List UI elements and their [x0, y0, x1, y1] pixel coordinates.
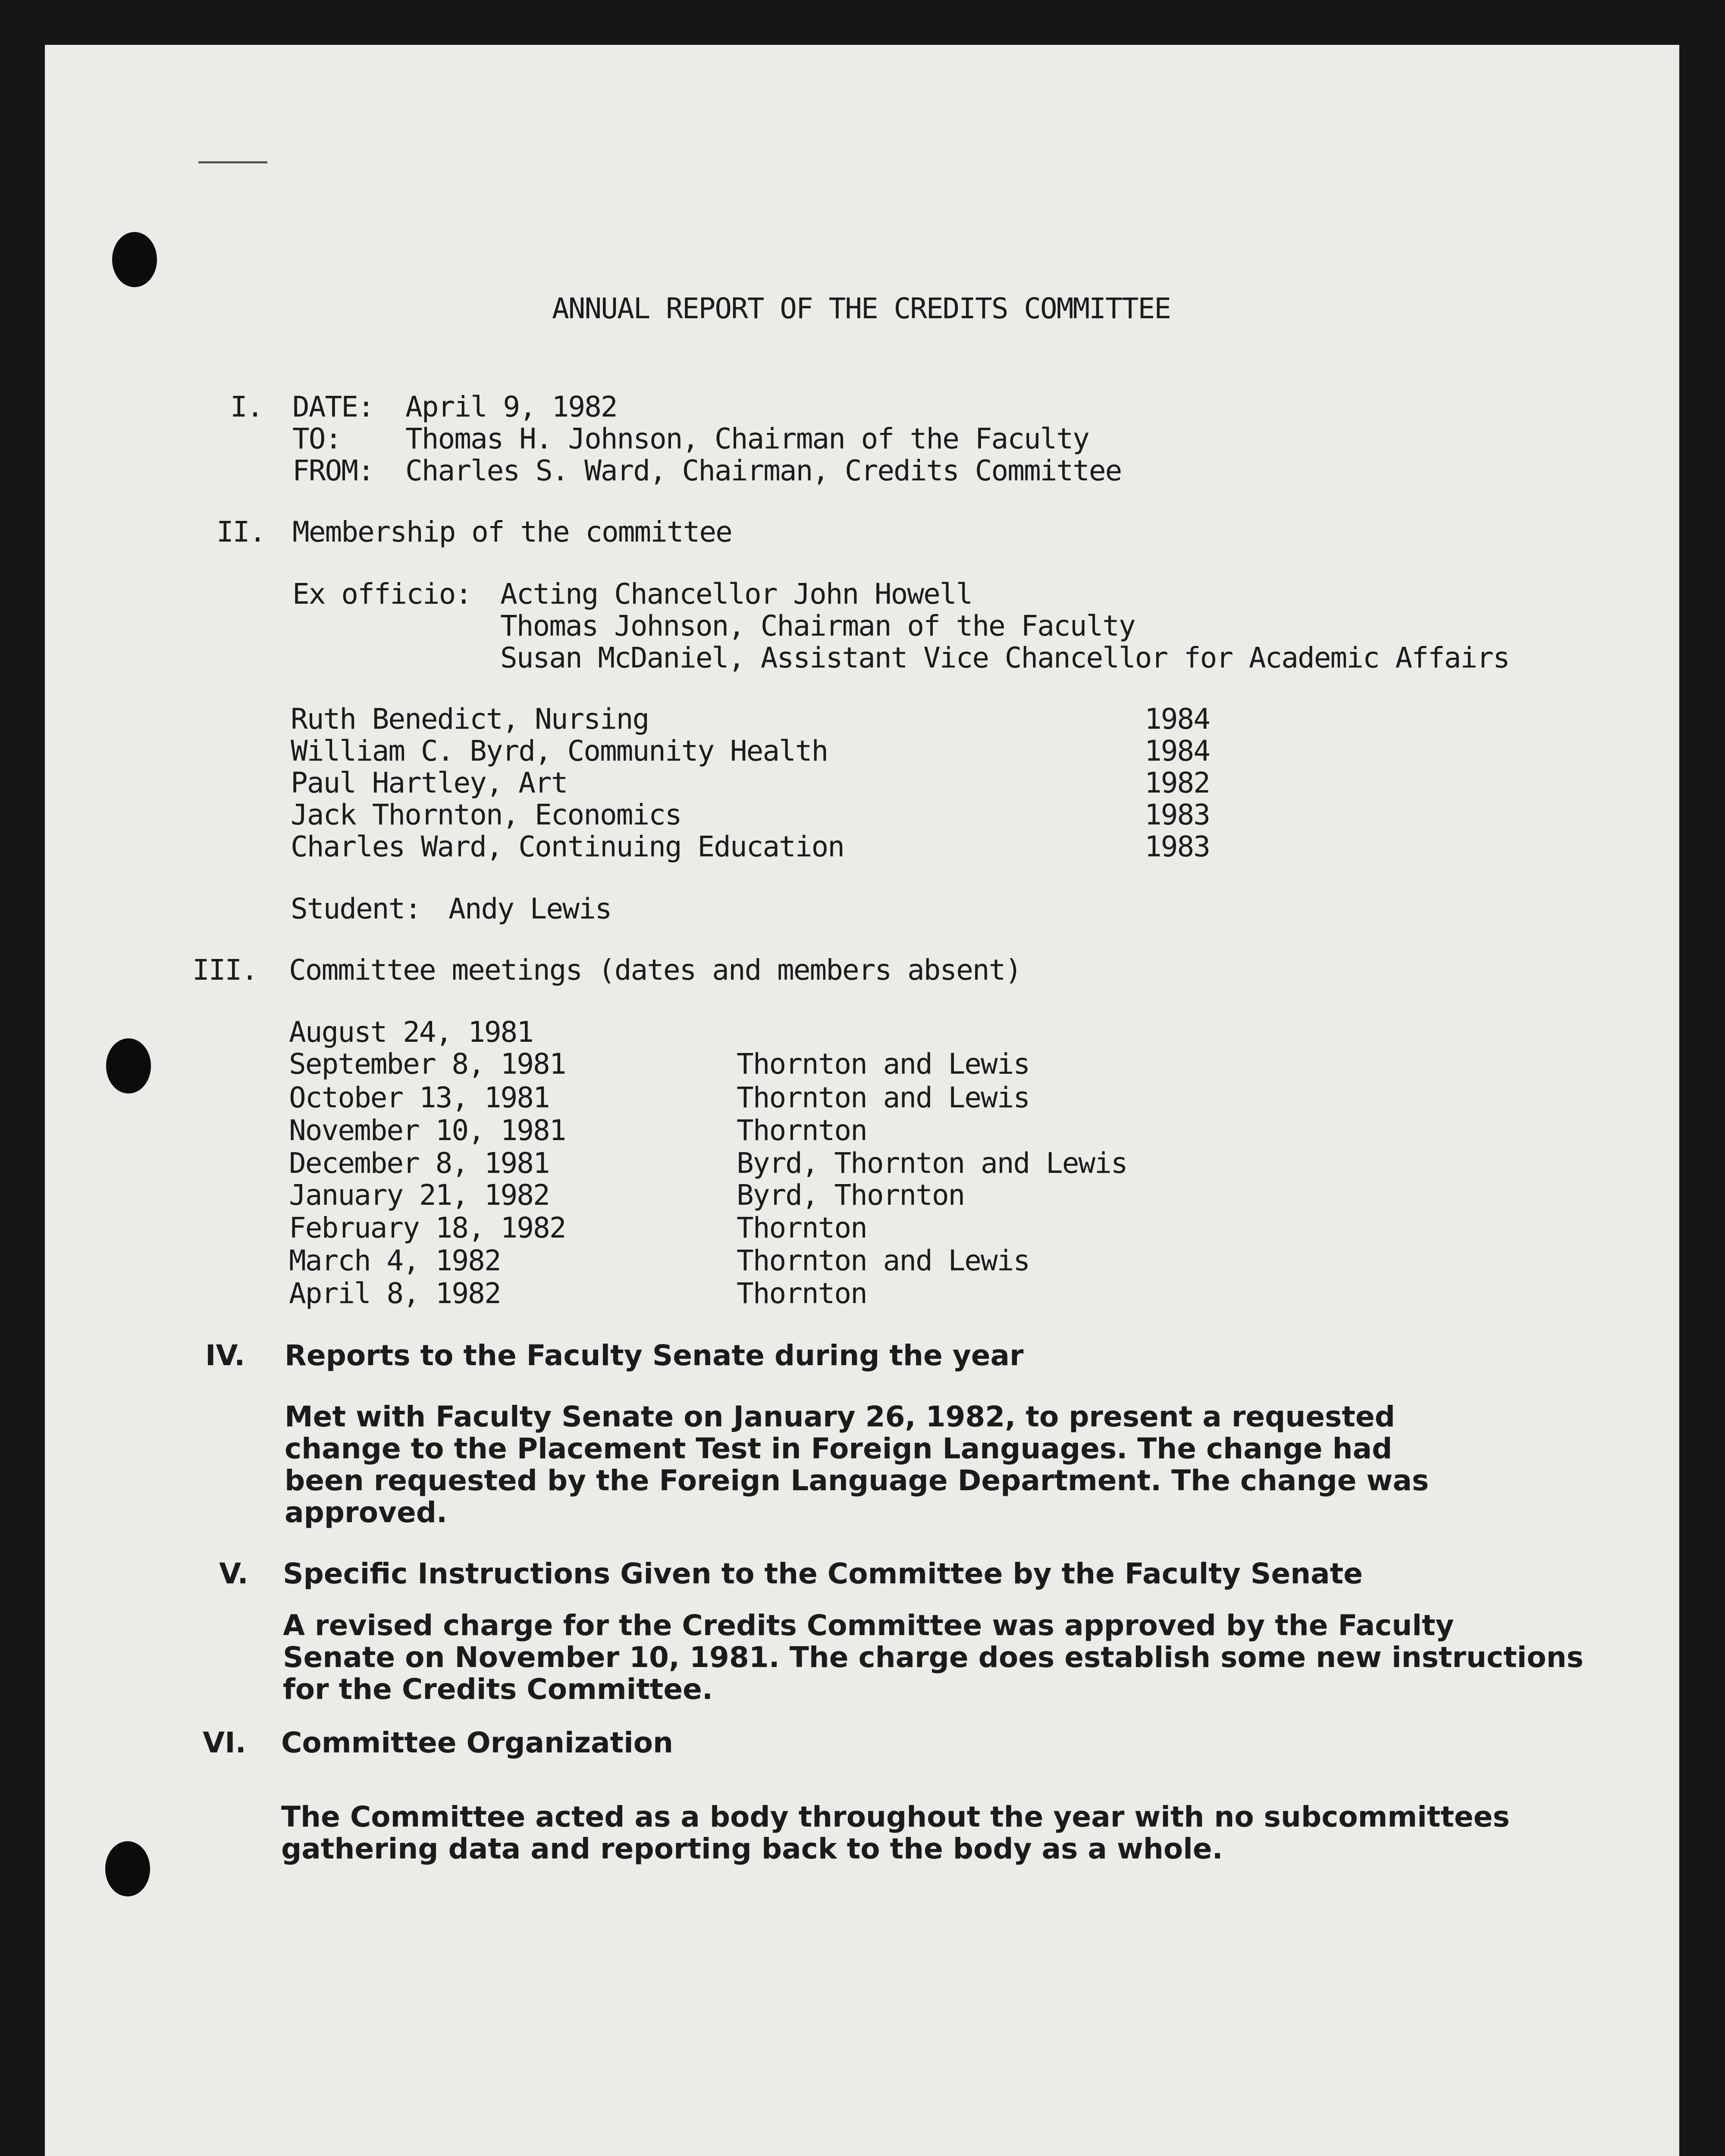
meeting-date: February 18, 1982 — [289, 1211, 566, 1244]
paragraph-line: Senate on November 10, 1981. The charge does establish some new instructions — [283, 1641, 1584, 1674]
document-page — [45, 45, 1679, 2156]
member-term-year: 1984 — [1145, 734, 1210, 768]
section-numeral: V. — [219, 1557, 248, 1590]
members-absent: Thornton — [737, 1277, 867, 1310]
date-value: April 9, 1982 — [405, 390, 617, 423]
member-term-year: 1982 — [1145, 766, 1210, 799]
section-heading: Committee meetings (dates and members absent) — [289, 953, 1022, 987]
paragraph-line: change to the Placement Test in Foreign Languages. The change had — [285, 1432, 1393, 1465]
ex-officio-member: Thomas Johnson, Chairman of the Faculty — [500, 609, 1135, 642]
to-label: TO: — [292, 422, 342, 455]
paragraph-line: gathering data and reporting back to the body as a whole. — [281, 1832, 1223, 1865]
meeting-date: December 8, 1981 — [289, 1147, 549, 1180]
meeting-date: January 21, 1982 — [289, 1178, 549, 1212]
meeting-date: October 13, 1981 — [289, 1081, 549, 1114]
members-absent: Thornton — [737, 1114, 867, 1147]
student-label: Student: — [291, 892, 421, 925]
member-term-year: 1984 — [1145, 702, 1210, 736]
punch-hole — [105, 1841, 150, 1896]
members-absent: Thornton and Lewis — [737, 1244, 1030, 1277]
report-title: ANNUAL REPORT OF THE CREDITS COMMITTEE — [552, 292, 1170, 325]
ex-officio-member: Acting Chancellor John Howell — [500, 577, 972, 611]
pencil-mark — [198, 161, 267, 163]
paragraph-line: been requested by the Foreign Language Department. The change was — [285, 1464, 1429, 1497]
section-numeral: VI. — [203, 1726, 246, 1759]
meeting-date: August 24, 1981 — [289, 1015, 533, 1049]
members-absent: Thornton — [737, 1211, 867, 1244]
from-value: Charles S. Ward, Chairman, Credits Committee — [405, 454, 1122, 487]
paragraph-line: Met with Faculty Senate on January 26, 1982, to present a requested — [285, 1400, 1395, 1433]
punch-hole — [112, 232, 157, 287]
meeting-date: April 8, 1982 — [289, 1277, 501, 1310]
section-numeral: II. — [216, 515, 266, 548]
meeting-date: September 8, 1981 — [289, 1047, 566, 1081]
section-heading: Reports to the Faculty Senate during the year — [285, 1339, 1024, 1372]
member-name: Jack Thornton, Economics — [291, 798, 681, 831]
members-absent: Thornton and Lewis — [737, 1047, 1030, 1081]
section-heading: Committee Organization — [281, 1726, 674, 1759]
paragraph-line: A revised charge for the Credits Committee was approved by the Faculty — [283, 1609, 1454, 1642]
meeting-date: November 10, 1981 — [289, 1114, 566, 1147]
member-term-year: 1983 — [1145, 798, 1210, 831]
member-name: Charles Ward, Continuing Education — [291, 830, 844, 863]
members-absent: Thornton and Lewis — [737, 1081, 1030, 1114]
ex-officio-label: Ex officio: — [292, 577, 472, 611]
member-name: Paul Hartley, Art — [291, 766, 568, 799]
member-name: Ruth Benedict, Nursing — [291, 702, 649, 736]
paragraph-line: approved. — [285, 1496, 448, 1529]
member-term-year: 1983 — [1145, 830, 1210, 863]
members-absent: Byrd, Thornton — [737, 1178, 965, 1212]
section-numeral: IV. — [205, 1339, 245, 1372]
meeting-date: March 4, 1982 — [289, 1244, 501, 1277]
to-value: Thomas H. Johnson, Chairman of the Faculty — [405, 422, 1089, 455]
date-label: DATE: — [292, 390, 374, 423]
members-absent: Byrd, Thornton and Lewis — [737, 1147, 1127, 1180]
ex-officio-member: Susan McDaniel, Assistant Vice Chancellor for Academic Affairs — [500, 641, 1509, 674]
paragraph-line: The Committee acted as a body throughout the year with no subcommittees — [281, 1800, 1510, 1833]
section-heading: Specific Instructions Given to the Committee by the Faculty Senate — [283, 1557, 1363, 1590]
punch-hole — [106, 1038, 151, 1094]
student-member: Andy Lewis — [448, 892, 612, 925]
section-heading: Membership of the committee — [292, 515, 732, 548]
member-name: William C. Byrd, Community Health — [291, 734, 828, 768]
from-label: FROM: — [292, 454, 374, 487]
section-numeral: I. — [230, 390, 263, 423]
section-numeral: III. — [192, 953, 257, 987]
paragraph-line: for the Credits Committee. — [283, 1673, 713, 1706]
